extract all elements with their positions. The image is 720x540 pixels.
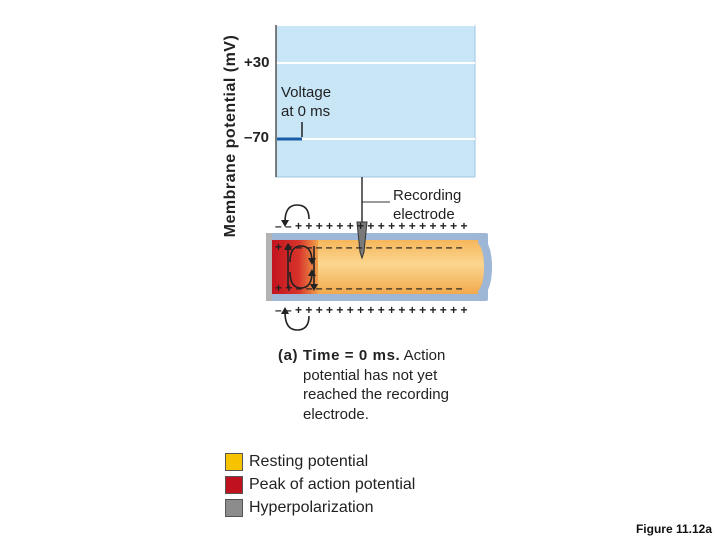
electrode-label-line2: electrode: [393, 206, 455, 223]
voltage-label-line1: Voltage: [281, 84, 332, 101]
caption: [278, 346, 488, 424]
electrode-label-line1: Recording: [393, 187, 462, 204]
axon-cut-face: [266, 233, 272, 301]
legend-item-hyperpolarization: [225, 496, 415, 519]
legend-item-resting: [225, 450, 415, 473]
caption-first-word: Action: [403, 347, 446, 364]
charges-outside-bottom: – – + + + + + + + + + + + + + + + + +: [275, 303, 468, 317]
charges-outside-top: – – + + + + + + + + + + + + + + + + +: [275, 219, 468, 233]
swatch-resting: [225, 453, 243, 471]
legend-label-resting: Resting potential: [249, 452, 369, 470]
swatch-peak: [225, 476, 243, 494]
y-axis-label: Membrane potential (mV): [222, 34, 239, 238]
voltage-label-line2: at 0 ms: [281, 103, 331, 120]
caption-lead: (a) Time = 0 ms.: [278, 347, 401, 364]
charges-inside-top: + + – – – – – – – – – – – – – – – – –: [275, 240, 463, 254]
swatch-hyperpolarization: [225, 499, 243, 517]
voltage-label: [281, 83, 331, 121]
legend: [225, 450, 415, 519]
tick-plus30: +30: [244, 54, 270, 71]
legend-item-peak: [225, 473, 415, 496]
caption-rest: potential has not yet reached the recording electrode.: [303, 366, 449, 423]
electrode-label: [393, 186, 461, 224]
tick-minus70: –70: [244, 129, 270, 146]
legend-label-hyperpolarization: Hyperpolarization: [249, 498, 374, 516]
charges-inside-bottom: + + – – – – – – – – – – – – – – – – –: [275, 281, 463, 295]
legend-label-peak: Peak of action potential: [249, 475, 416, 493]
figure-label: Figure 11.12a: [635, 522, 712, 536]
